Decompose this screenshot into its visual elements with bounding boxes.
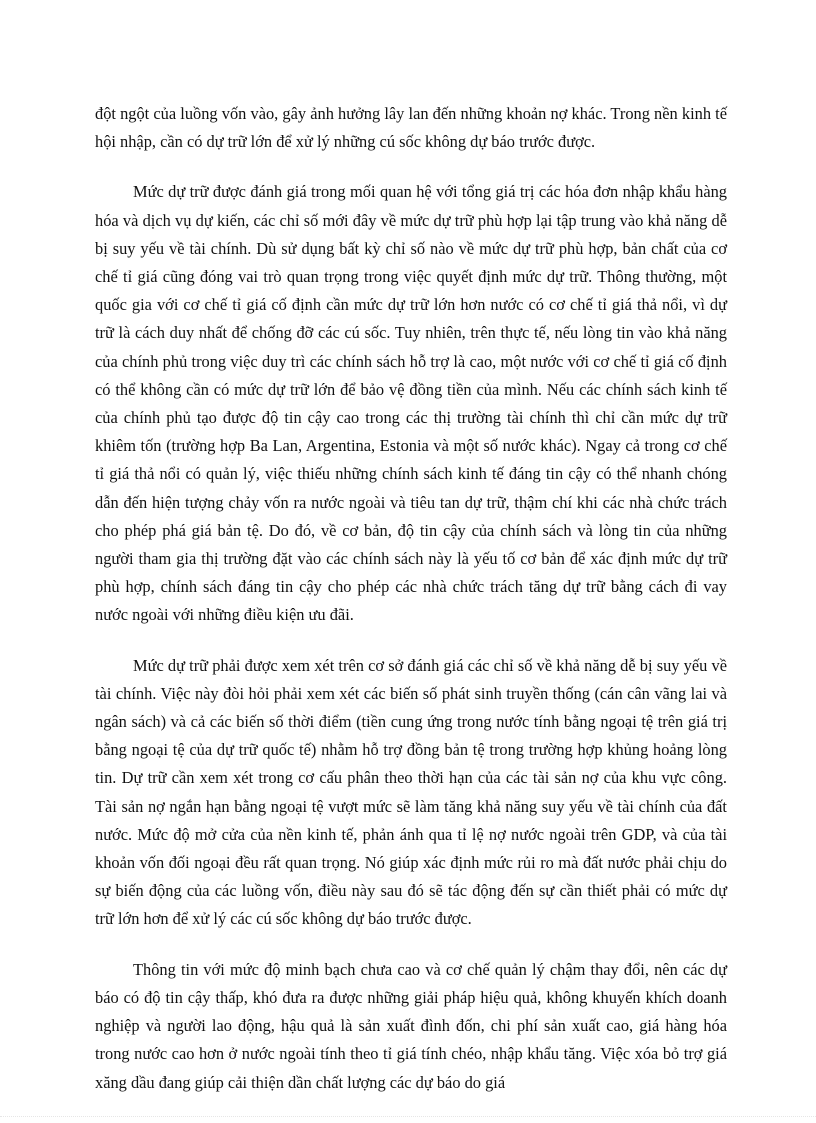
paragraph-transparency: Thông tin với mức độ minh bạch chưa cao và cơ chế quản lý chậm thay đổi, nên các dự báo có độ tin cậy thấp, khó đưa ra được những giải pháp hiệu quả, không khuyến khích doanh nghiệp và người lao động, hậu quả là sản xuất đình đốn, chi phí sản xuất cao, giá hàng hóa trong nước cao hơn ở nước ngoài tính theo tỉ giá tính chéo, nhập khẩu tăng. Việc xóa bỏ trợ giá xăng dầu đang giúp cải thiện dần chất lượng các dự báo do giá [95, 959, 727, 1092]
paragraph-reserve-assessment: Mức dự trữ được đánh giá trong mối quan hệ với tổng giá trị các hóa đơn nhập khẩu hàng hóa và dịch vụ dự kiến, các chỉ số mới đây về mức dự trữ phù hợp lại tập trung vào khả năng dễ bị suy yếu về tài chính. Dù sử dụng bất kỳ chỉ số nào về mức dự trữ phù hợp, bản chất của cơ chế tỉ giá cũng đóng vai trò quan trọng trong việc quyết định mức dự trữ. Thông thường, một quốc gia với cơ chế tỉ giá cố định cần mức dự trữ lớn hơn nước có cơ chế tỉ giá thả nổi, vì dự trữ là cách duy nhất để chống đỡ các cú sốc. Tuy nhiên, trên thực tế, nếu lòng tin vào khả năng của chính phủ trong việc duy trì các chính sách hỗ trợ là cao, một nước với cơ chế tỉ giá cố định có thể không cần có mức dự trữ lớn để bảo vệ đồng tiền của mình. Nếu các chính sách kinh tế của chính phủ tạo được độ tin cậy cao trong các thị trường tài chính thì chỉ cần mức dự trữ khiêm tốn (trường hợp Ba Lan, Argentina, Estonia và một số nước khác). Ngay cả trong cơ chế tỉ giá thả nổi có quản lý, việc thiếu những chính sách kinh tế đáng tin cậy có thể nhanh chóng dẫn đến hiện tượng chảy vốn ra nước ngoài và tiêu tan dự trữ, thậm chí khi các nhà chức trách cho phép phá giá bản tệ. Do đó, về cơ bản, độ tin cậy của chính sách và lòng tin của những người tham gia thị trường đặt vào các chính sách này là yếu tố cơ bản để xác định mức dự trữ phù hợp, chính sách đáng tin cậy cho phép các nhà chức trách tăng dự trữ bằng cách đi vay nước ngoài với những điều kiện ưu đãi. [95, 182, 727, 625]
document-body [95, 100, 727, 1119]
page-bottom-divider [0, 1116, 816, 1117]
paragraph-continued: đột ngột của luồng vốn vào, gây ảnh hưởng lây lan đến những khoản nợ khác. Trong nền kinh tế hội nhập, cần có dự trữ lớn để xử lý những cú sốc không dự báo trước được. [95, 104, 727, 152]
paragraph-financial-vulnerability: Mức dự trữ phải được xem xét trên cơ sở đánh giá các chỉ số về khả năng dễ bị suy yếu về tài chính. Việc này đòi hỏi phải xem xét các biến số phát sinh truyền thống (cán cân vãng lai và ngân sách) và cả các biến số thời điểm (tiền cung ứng trong nước tính bằng ngoại tệ trên giá trị bằng ngoại tệ của dự trữ quốc tế) nhằm hỗ trợ đồng bản tệ trong trường hợp khủng hoảng lòng tin. Dự trữ cần xem xét trong cơ cấu phân theo thời hạn của các tài sản nợ của khu vực công. Tài sản nợ ngắn hạn bằng ngoại tệ vượt mức sẽ làm tăng khả năng suy yếu về tài chính của đất nước. Mức độ mở cửa của nền kinh tế, phản ánh qua tỉ lệ nợ nước ngoài trên GDP, và của tài khoản vốn đối ngoại đều rất quan trọng. Nó giúp xác định mức rủi ro mà đất nước phải chịu do sự biến động của các luồng vốn, điều này sau đó sẽ tác động đến sự cần thiết phải có mức dự trữ lớn hơn để xử lý các cú sốc không dự báo trước được. [95, 655, 727, 929]
